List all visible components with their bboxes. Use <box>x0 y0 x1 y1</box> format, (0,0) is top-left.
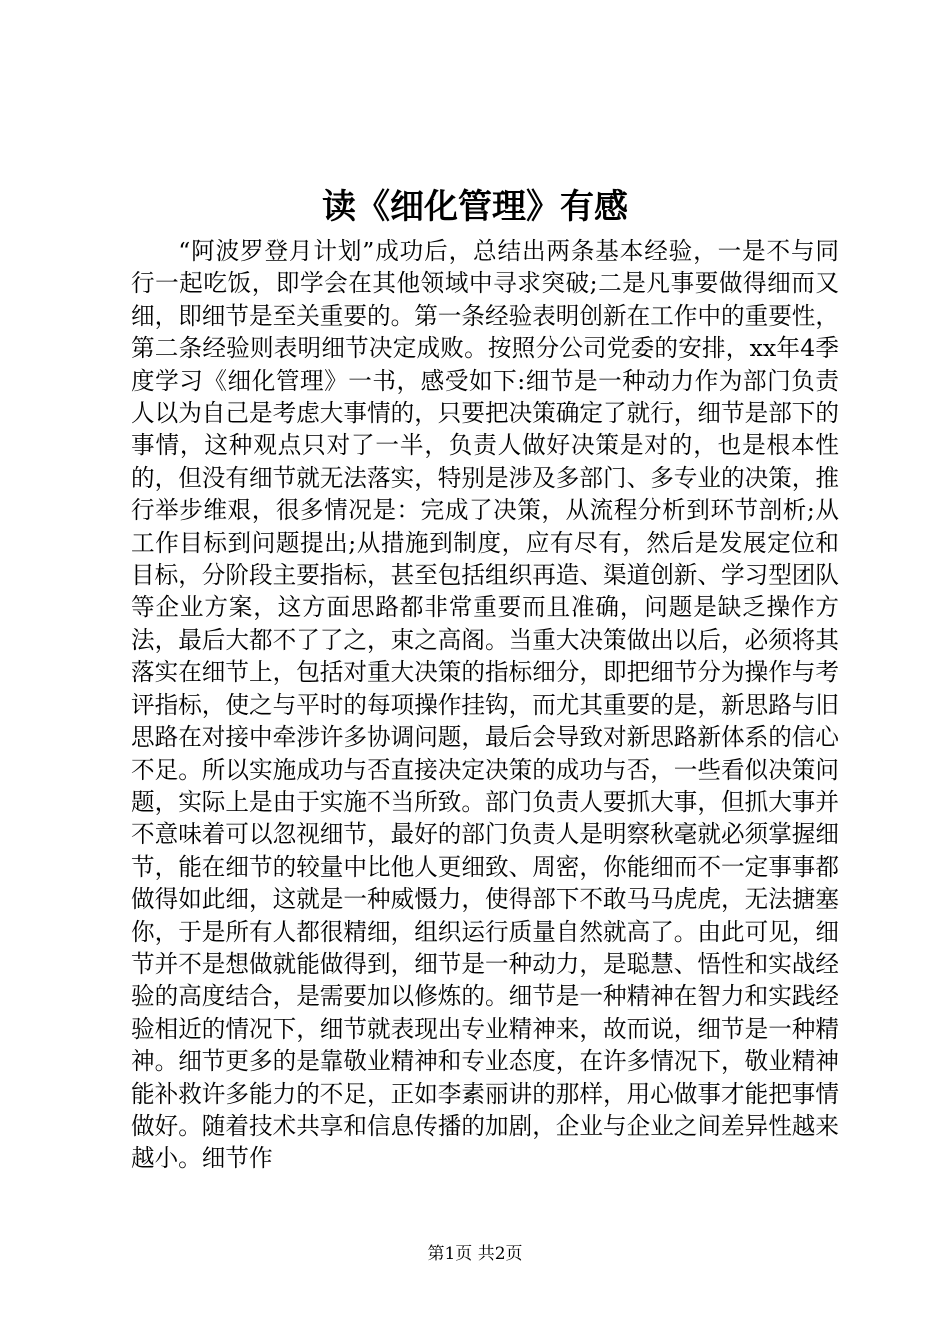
page-number: 第1页 共2页 <box>427 1244 523 1264</box>
document-title: 读《细化管理》有感 <box>322 187 628 227</box>
body-paragraph: “阿波罗登月计划”成功后，总结出两条基本经验，一是不与同行一起吃饭，即学会在其他领域中寻求突破;二是凡事要做得细而又细，即细节是至关重要的。第一条经验表明创新在工作中的重要性，第二条经验则表明细节决定成败。按照分公司党委的安排，xx年4季度学习《细化管理》一书，感受如下:细节是一种动力作为部门负责人以为自己是考虑大事情的，只要把决策确定了就行，细节是部下的事情，这种观点只对了一半，负责人做好决策是对的，也是根本性的，但没有细节就无法落实，特别是涉及多部门、多专业的决策，推行举步维艰，很多情况是：完成了决策，从流程分析到环节剖析;从工作目标到问题提出;从措施到制度，应有尽有，然后是发展定位和目标，分阶段主要指标，甚至包括组织再造、渠道创新、学习型团队等企业方案，这方面思路都非常重要而且准确，问题是缺乏操作方法，最后大都不了了之，束之高阁。当重大决策做出以后，必须将其落实在细节上，包括对重大决策的指标细分，即把细节分为操作与考评指标，使之与平时的每项操作挂钩，而尤其重要的是，新思路与旧思路在对接中牵涉许多协调问题，最后会导致对新思路新体系的信心不足。所以实施成功与否直接决定决策的成功与否，一些看似决策问题，实际上是由于实施不当所致。部门负责人要抓大事，但抓大事并不意味着可以忽视细节，最好的部门负责人是明察秋毫就必须掌握细节，能在细节的较量中比他人更细致、周密，你能细而不一定事事都做得如此细，这就是一种威慑力，使得部下不敢马马虎虎，无法搪塞你，于是所有人都很精细，组织运行质量自然就高了。由此可见，细节并不是想做就能做得到，细节是一种动力，是聪慧、悟性和实战经验的高度结合，是需要加以修炼的。细节是一种精神在智力和实践经验相近的情况下，细节就表现出专业精神来，故而说，细节是一种精神。细节更多的是靠敬业精神和专业态度，在许多情况下，敬业精神能补救许多能力的不足，正如李素丽讲的那样，用心做事才能把事情做好。随着技术共享和信息传播的加剧，企业与企业之间差异性越来越小。细节作 <box>131 237 839 1173</box>
